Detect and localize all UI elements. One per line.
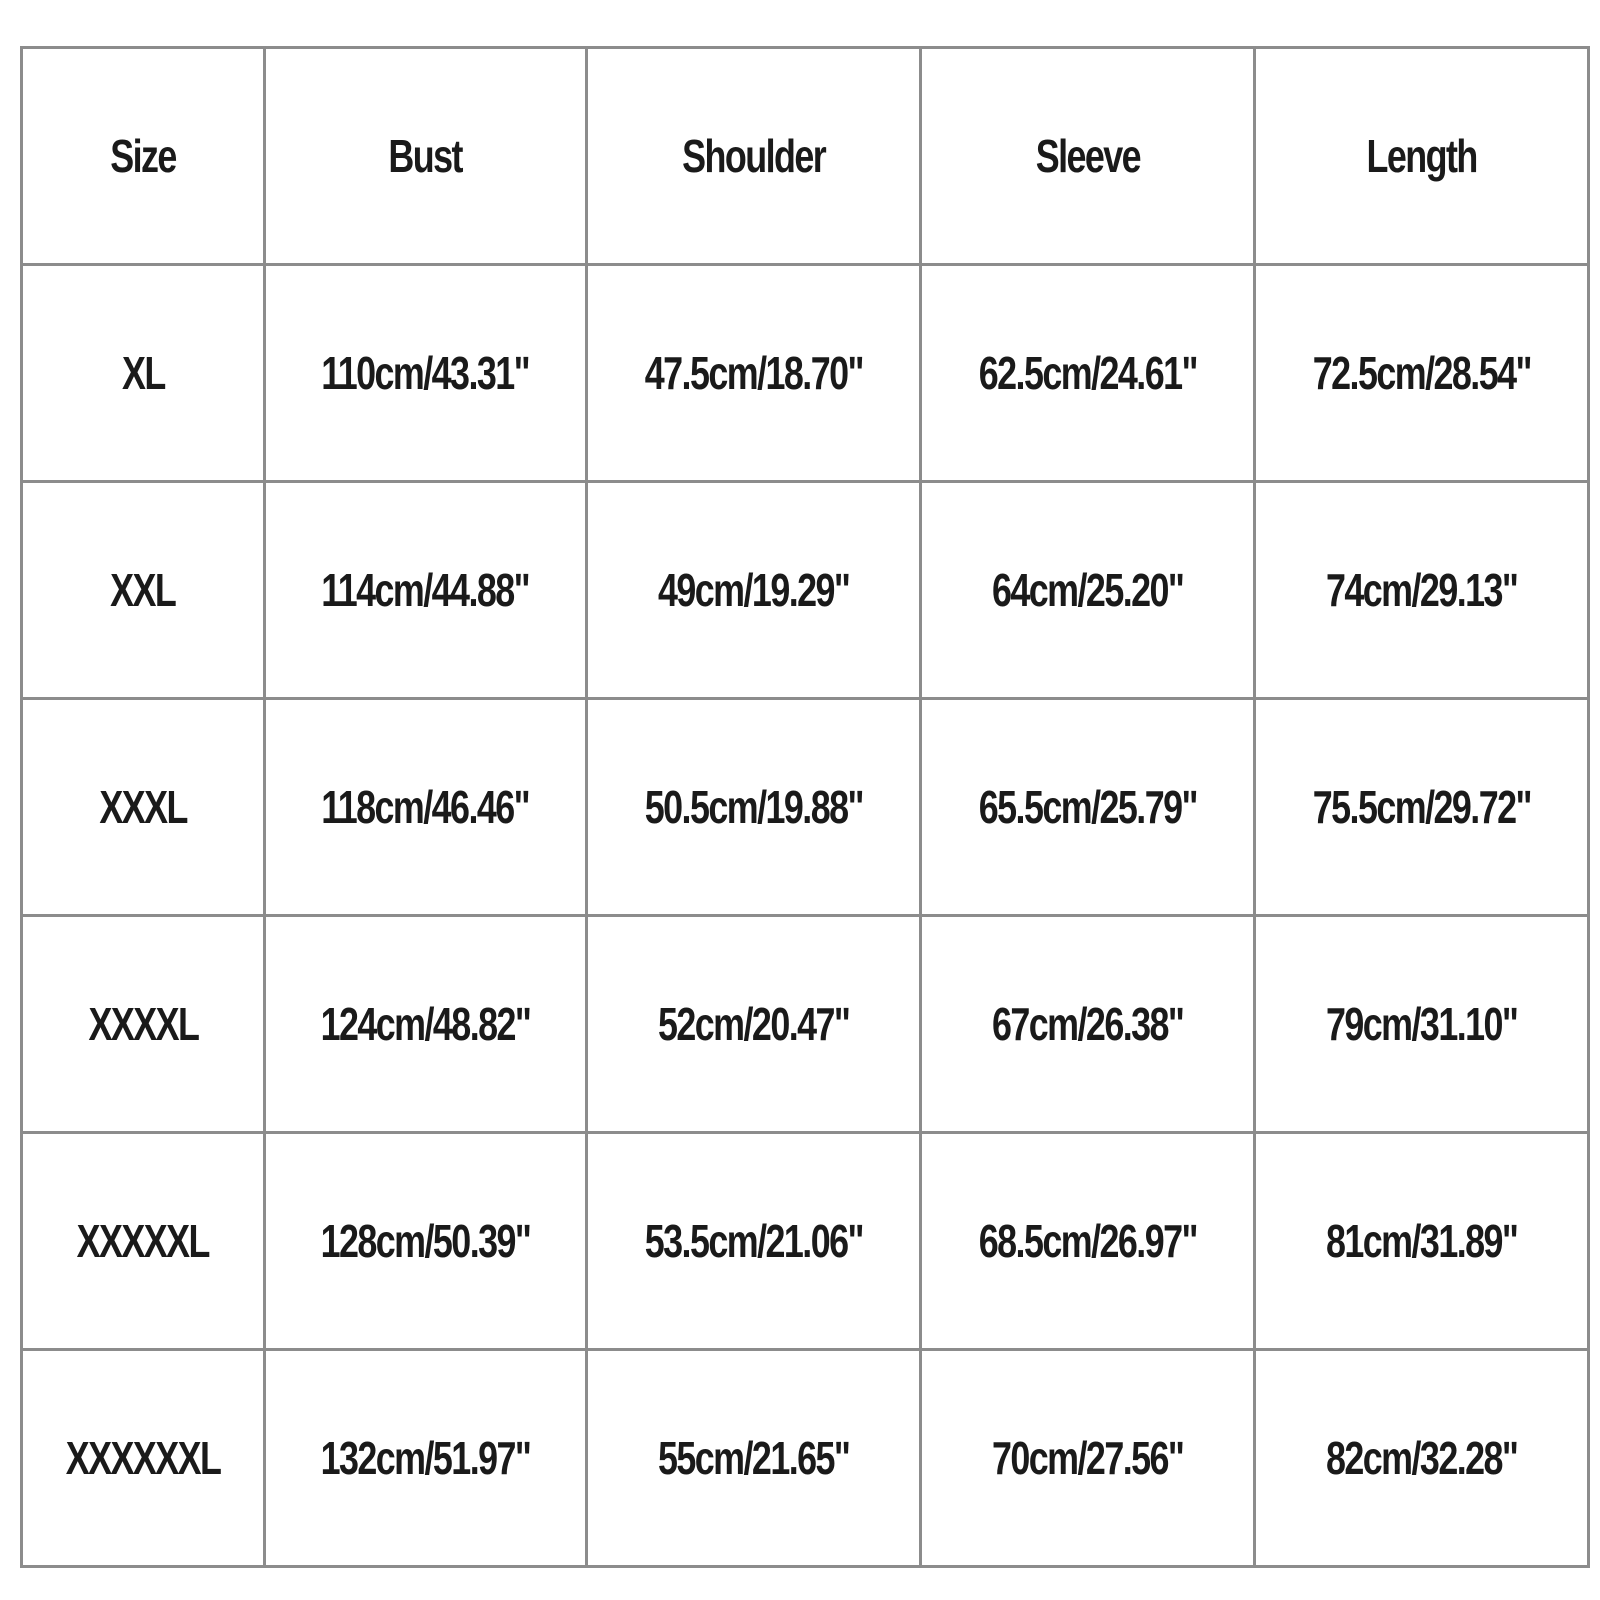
cell-size: XXXL — [22, 699, 265, 916]
cell-sleeve: 64cm/25.20" — [921, 482, 1255, 699]
cell-shoulder: 52cm/20.47" — [587, 916, 921, 1133]
cell-shoulder: 47.5cm/18.70" — [587, 265, 921, 482]
table-row — [22, 265, 1589, 482]
cell-bust: 114cm/44.88" — [265, 482, 587, 699]
cell-length: 74cm/29.13" — [1255, 482, 1589, 699]
cell-shoulder: 53.5cm/21.06" — [587, 1133, 921, 1350]
cell-sleeve: 70cm/27.56" — [921, 1350, 1255, 1567]
cell-shoulder: 50.5cm/19.88" — [587, 699, 921, 916]
cell-length: 75.5cm/29.72" — [1255, 699, 1589, 916]
table-header-row — [22, 48, 1589, 265]
cell-length: 82cm/32.28" — [1255, 1350, 1589, 1567]
cell-size: XL — [22, 265, 265, 482]
size-chart-table — [20, 46, 1590, 1568]
cell-sleeve: 68.5cm/26.97" — [921, 1133, 1255, 1350]
cell-bust: 110cm/43.31" — [265, 265, 587, 482]
header-bust: Bust — [265, 48, 587, 265]
cell-shoulder: 49cm/19.29" — [587, 482, 921, 699]
table-row — [22, 1133, 1589, 1350]
cell-bust: 132cm/51.97" — [265, 1350, 587, 1567]
cell-shoulder: 55cm/21.65" — [587, 1350, 921, 1567]
table-row — [22, 699, 1589, 916]
table-row — [22, 1350, 1589, 1567]
cell-size: XXL — [22, 482, 265, 699]
header-length: Length — [1255, 48, 1589, 265]
table-row — [22, 916, 1589, 1133]
cell-length: 81cm/31.89" — [1255, 1133, 1589, 1350]
cell-size: XXXXL — [22, 916, 265, 1133]
cell-bust: 128cm/50.39" — [265, 1133, 587, 1350]
cell-sleeve: 62.5cm/24.61" — [921, 265, 1255, 482]
cell-size: XXXXXL — [22, 1133, 265, 1350]
header-sleeve: Sleeve — [921, 48, 1255, 265]
header-shoulder: Shoulder — [587, 48, 921, 265]
cell-bust: 124cm/48.82" — [265, 916, 587, 1133]
table-row — [22, 482, 1589, 699]
cell-sleeve: 67cm/26.38" — [921, 916, 1255, 1133]
cell-size: XXXXXXL — [22, 1350, 265, 1567]
cell-bust: 118cm/46.46" — [265, 699, 587, 916]
header-size: Size — [22, 48, 265, 265]
cell-length: 72.5cm/28.54" — [1255, 265, 1589, 482]
cell-length: 79cm/31.10" — [1255, 916, 1589, 1133]
cell-sleeve: 65.5cm/25.79" — [921, 699, 1255, 916]
